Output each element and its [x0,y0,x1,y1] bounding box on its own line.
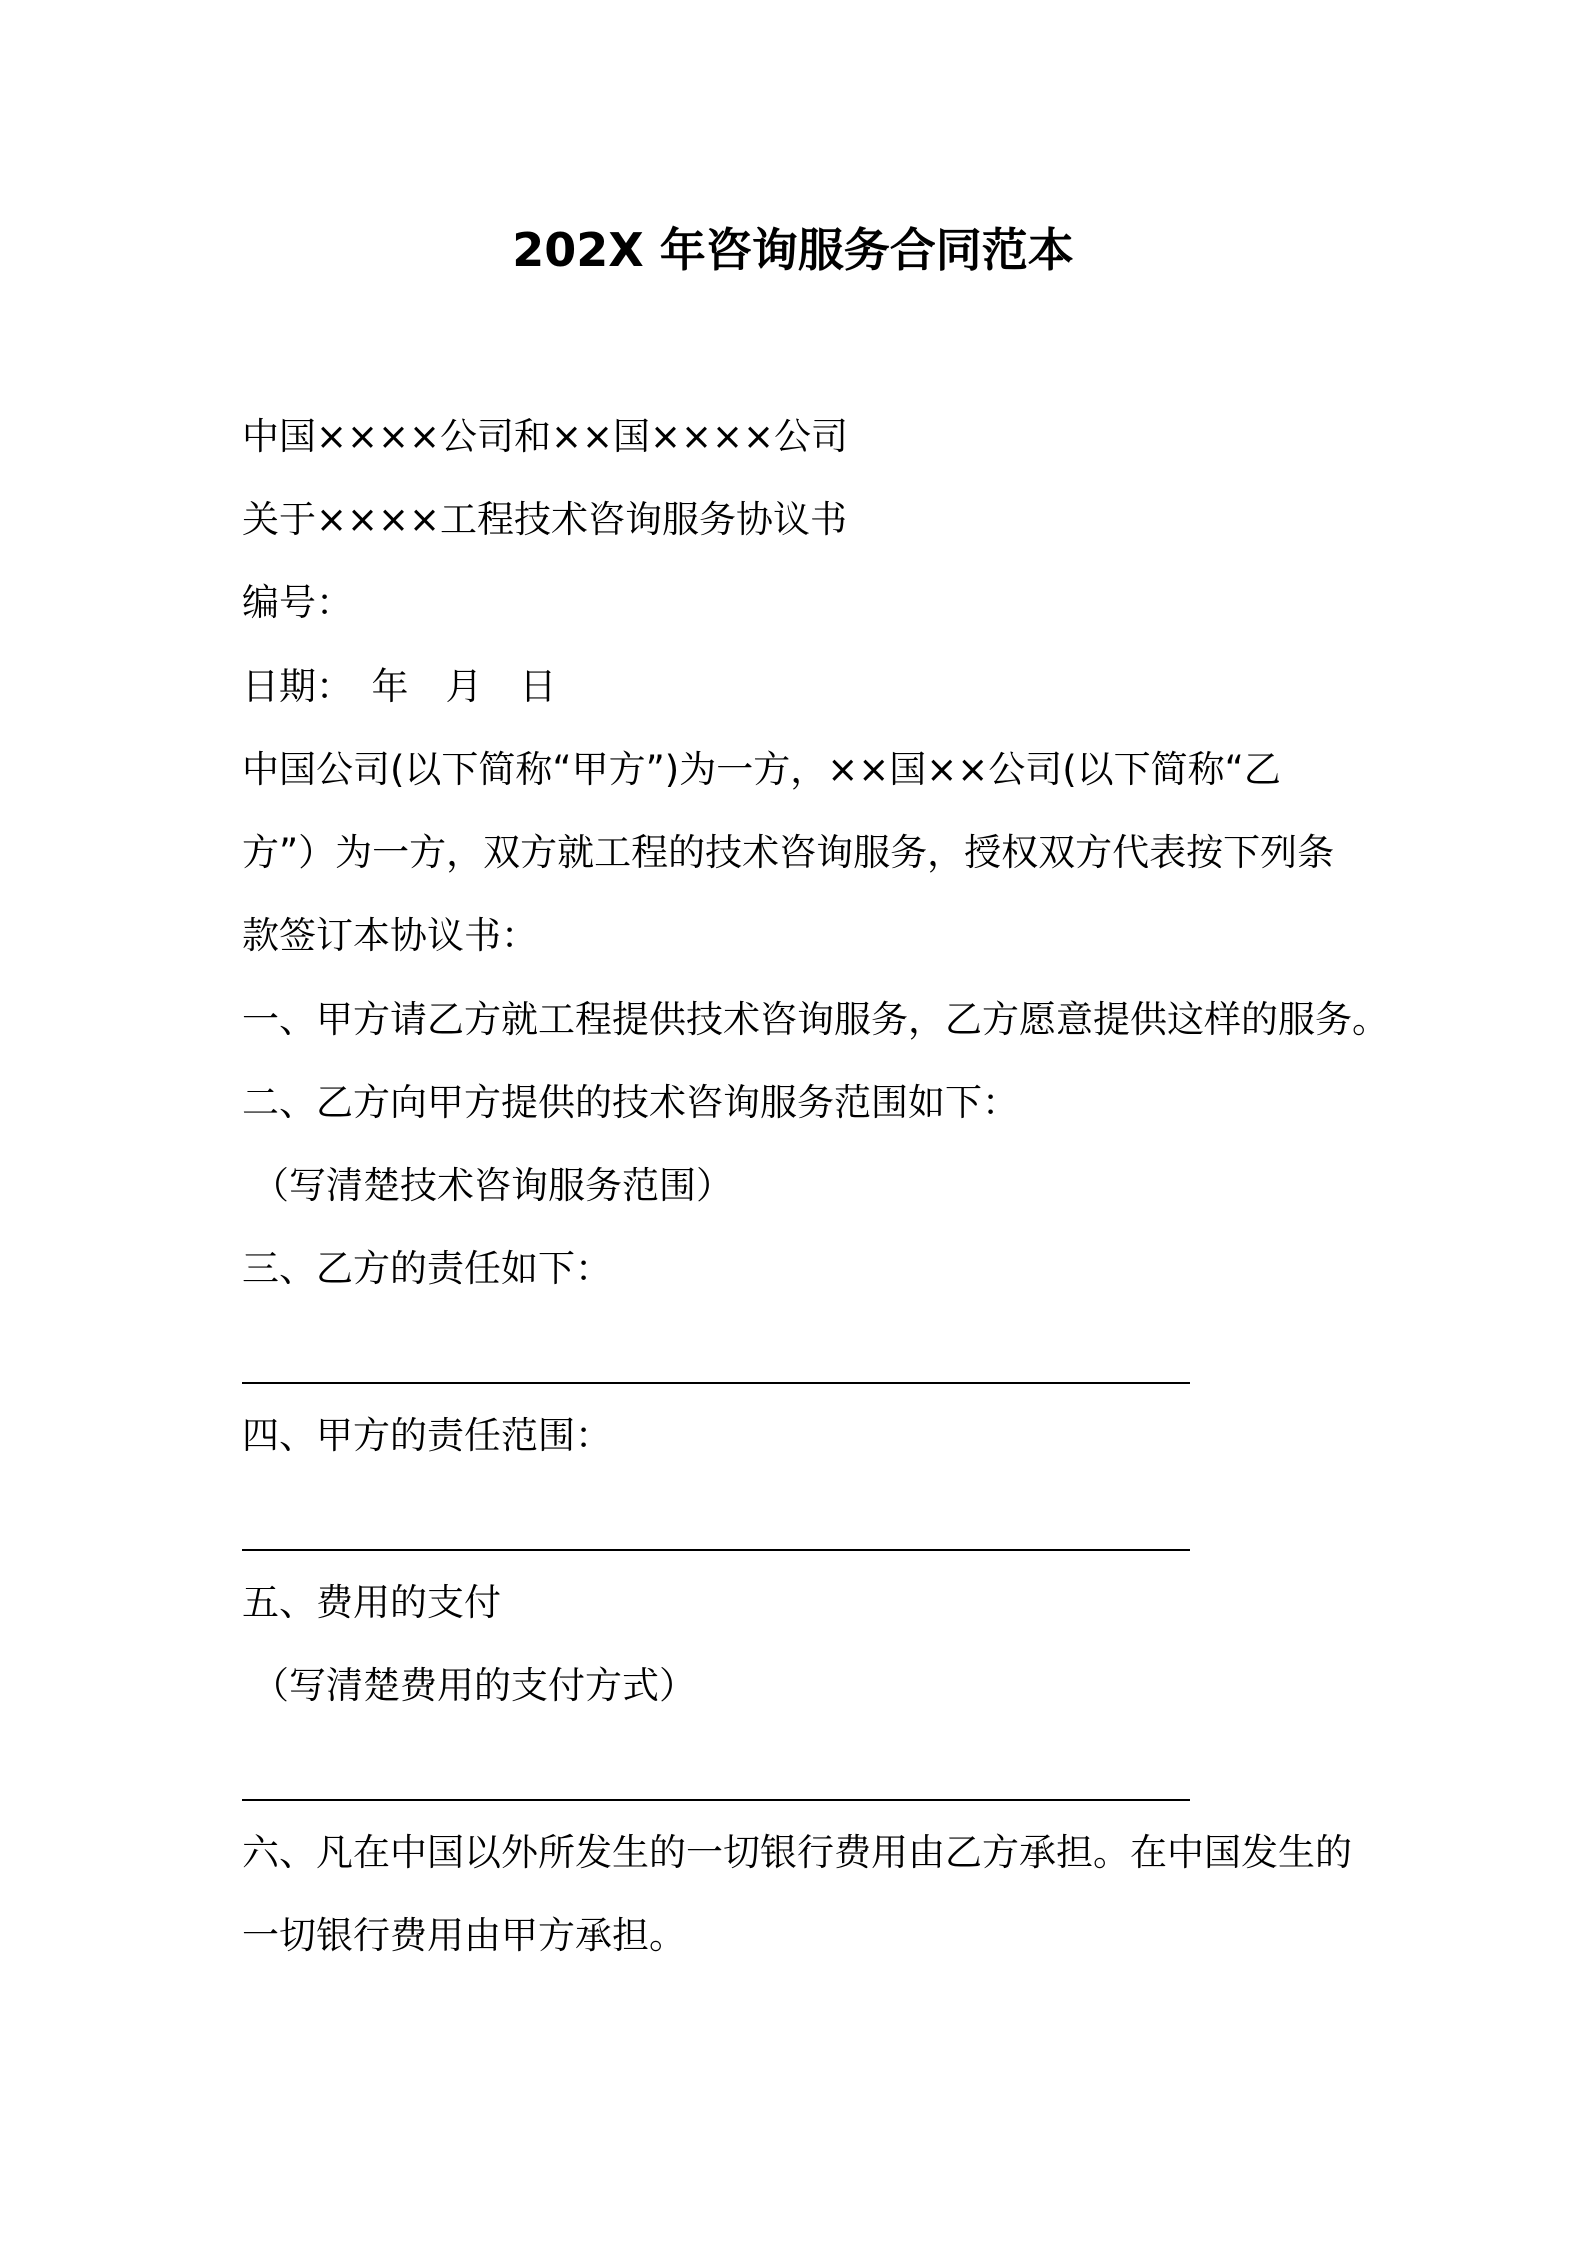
clause-4-blank-line [242,1549,1190,1551]
clause-5-note: （写清楚费用的支付方式） [252,1664,696,1707]
clause-1: 一、甲方请乙方就工程提供技术咨询服务，乙方愿意提供这样的服务。 [242,998,1389,1041]
clause-3-blank-line [242,1382,1190,1384]
preamble-line-2: 方”）为一方，双方就工程的技术咨询服务，授权双方代表按下列条 [242,831,1335,874]
number-line: 编号： [242,581,353,624]
clause-2-note: （写清楚技术咨询服务范围） [252,1164,733,1207]
document-title: 202X 年咨询服务合同范本 [512,223,1074,277]
preamble-line-3: 款签订本协议书： [242,914,538,957]
clause-4: 四、甲方的责任范围： [242,1414,612,1457]
clause-5: 五、费用的支付 [242,1581,501,1624]
date-line: 日期： 年 月 日 [242,665,557,708]
parties-line: 中国××××公司和××国××××公司 [242,415,849,458]
clause-6-line-1: 六、凡在中国以外所发生的一切银行费用由乙方承担。在中国发生的 [242,1831,1352,1874]
clause-2: 二、乙方向甲方提供的技术咨询服务范围如下： [242,1081,1019,1124]
preamble-line-1: 中国公司(以下简称“甲方”)为一方，××国××公司(以下简称“乙 [242,748,1281,791]
agreement-subject-line: 关于××××工程技术咨询服务协议书 [242,498,848,541]
clause-3: 三、乙方的责任如下： [242,1247,612,1290]
clause-6-line-2: 一切银行费用由甲方承担。 [242,1914,686,1957]
clause-5-blank-line [242,1799,1190,1801]
